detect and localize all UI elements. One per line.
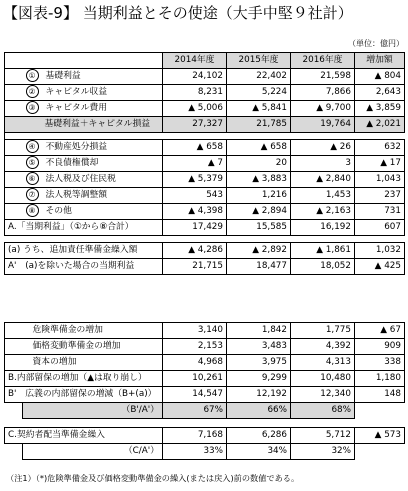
row-label: 資本の増加 xyxy=(23,355,163,371)
row-label: 不動産処分損益 xyxy=(45,142,108,152)
cell-value: ▲ 3,859 xyxy=(355,101,405,117)
row-label: キャピタル費用 xyxy=(45,103,108,113)
row-label: B' 広義の内部留保の増減（B+(a)） xyxy=(5,387,163,403)
cell-value: 27,327 xyxy=(163,117,227,133)
cell-value: 237 xyxy=(355,188,405,204)
total-row-a xyxy=(5,220,405,236)
row-label: キャピタル収益 xyxy=(45,87,108,97)
cell-value: 4,392 xyxy=(291,339,355,355)
row-number: ④ xyxy=(26,140,39,153)
table-row-b xyxy=(5,371,405,387)
cell-value: 2,643 xyxy=(355,85,405,101)
header-row xyxy=(5,53,405,69)
spacer-row xyxy=(5,419,405,428)
cell-value: 12,340 xyxy=(291,387,355,403)
cell-value: 19,764 xyxy=(291,117,355,133)
cell-value: 338 xyxy=(355,355,405,371)
table-row-b-prime xyxy=(5,387,405,403)
cell-value: 1,043 xyxy=(355,172,405,188)
cell-value: 21,785 xyxy=(227,117,291,133)
cell-value: 8,231 xyxy=(163,85,227,101)
row-number: ③ xyxy=(26,101,39,114)
cell-value: ▲ 4,286 xyxy=(163,243,227,259)
table-upper xyxy=(4,52,405,275)
row-label: 基礎利益 xyxy=(45,71,81,81)
cell-value: 2,153 xyxy=(163,339,227,355)
cell-value: 4,968 xyxy=(163,355,227,371)
subtotal-row xyxy=(5,117,405,133)
cell-value: 3,483 xyxy=(227,339,291,355)
row-label: 法人税等調整額 xyxy=(45,190,108,200)
cell-value: 16,192 xyxy=(291,220,355,236)
cell-value: ▲ 7 xyxy=(163,156,227,172)
cell-value: 543 xyxy=(163,188,227,204)
table-lower xyxy=(4,322,405,460)
row-label: A.「当期利益」（①から⑧合計） xyxy=(5,220,163,236)
cell-value: 148 xyxy=(355,387,405,403)
footnote: （注1）（*)危険準備金及び価格変動準備金の繰入(または戻入)前の数値である。 xyxy=(6,473,300,483)
ratio-row xyxy=(5,403,405,419)
cell-value: 22,402 xyxy=(227,69,291,85)
cell-value: 17,429 xyxy=(163,220,227,236)
ratio-label: （B'/A'） xyxy=(23,403,163,419)
row-label: 基礎利益＋キャピタル損益 xyxy=(23,117,163,133)
row-number: ⑤ xyxy=(26,156,39,169)
row-label: C.契約者配当準備金繰入 xyxy=(5,428,163,444)
cell-value: 1,180 xyxy=(355,371,405,387)
cell-value: 1,453 xyxy=(291,188,355,204)
header-increase: 増加額 xyxy=(355,53,405,69)
spacer-row xyxy=(5,133,405,140)
cell-value: ▲ 5,006 xyxy=(163,101,227,117)
cell-value: 32% xyxy=(291,444,355,460)
cell-value: ▲ 1,861 xyxy=(291,243,355,259)
unit-label: （単位：億円） xyxy=(348,39,404,48)
table-row xyxy=(5,323,405,339)
cell-value: ▲ 658 xyxy=(227,140,291,156)
cell-value: ▲ 2,840 xyxy=(291,172,355,188)
row-number: ⑧ xyxy=(26,204,39,217)
cell-value: 1,216 xyxy=(227,188,291,204)
cell-value: ▲ 67 xyxy=(355,323,405,339)
cell-value: 1,032 xyxy=(355,243,405,259)
cell-value: 67% xyxy=(163,403,227,419)
table-row xyxy=(5,204,405,220)
header-2016: 2016年度 xyxy=(291,53,355,69)
cell-value: 7,168 xyxy=(163,428,227,444)
table-row xyxy=(5,355,405,371)
cell-value: ▲ 2,163 xyxy=(291,204,355,220)
cell-value: ▲ 17 xyxy=(355,156,405,172)
cell-value: 3,975 xyxy=(227,355,291,371)
cell-value: 33% xyxy=(163,444,227,460)
cell-value: 1,775 xyxy=(291,323,355,339)
cell-value: ▲ 425 xyxy=(355,259,405,275)
cell-value: ▲ 658 xyxy=(163,140,227,156)
cell-value: 607 xyxy=(355,220,405,236)
row-label: その他 xyxy=(45,206,72,216)
cell-value: 34% xyxy=(227,444,291,460)
cell-value: 15,585 xyxy=(227,220,291,236)
table-row xyxy=(5,172,405,188)
cell-value: 24,102 xyxy=(163,69,227,85)
cell-value: ▲ 5,841 xyxy=(227,101,291,117)
cell-value: 3,140 xyxy=(163,323,227,339)
spacer-row xyxy=(5,236,405,243)
cell-value: 21,598 xyxy=(291,69,355,85)
row-number: ⑥ xyxy=(26,172,39,185)
cell-value: ▲ 26 xyxy=(291,140,355,156)
cell-value: 3 xyxy=(291,156,355,172)
row-label: A' (a)を除いた場合の当期利益 xyxy=(5,259,163,275)
row-label: 危険準備金の増加 xyxy=(23,323,163,339)
table-row xyxy=(5,188,405,204)
cell-value: ▲ 573 xyxy=(355,428,405,444)
cell-value: 66% xyxy=(227,403,291,419)
cell-value: 9,299 xyxy=(227,371,291,387)
table-row-a-prime xyxy=(5,259,405,275)
cell-value: 12,192 xyxy=(227,387,291,403)
cell-value: 10,261 xyxy=(163,371,227,387)
cell-value: 5,712 xyxy=(291,428,355,444)
cell-value: 21,715 xyxy=(163,259,227,275)
cell-value: ▲ 2,892 xyxy=(227,243,291,259)
cell-value: 4,313 xyxy=(291,355,355,371)
ratio-label: （C/A'） xyxy=(23,444,163,460)
cell-value: 18,052 xyxy=(291,259,355,275)
cell-value: 1,842 xyxy=(227,323,291,339)
table-row xyxy=(5,69,405,85)
row-number: ② xyxy=(26,85,39,98)
row-number: ① xyxy=(26,69,39,82)
cell-value: 10,480 xyxy=(291,371,355,387)
row-label: (a) うち、追加責任準備金繰入額 xyxy=(5,243,163,259)
cell-value: 632 xyxy=(355,140,405,156)
row-label: 不良債権償却 xyxy=(45,158,99,168)
cell-value: ▲ 2,021 xyxy=(355,117,405,133)
row-label: 法人税及び住民税 xyxy=(45,174,116,184)
table-row-c xyxy=(5,428,405,444)
cell-value: ▲ 5,379 xyxy=(163,172,227,188)
ratio-row xyxy=(5,444,405,460)
table-row xyxy=(5,140,405,156)
row-number: ⑦ xyxy=(26,188,39,201)
cell-value: ▲ 4,398 xyxy=(163,204,227,220)
cell-value: 68% xyxy=(291,403,355,419)
cell-value: ▲ 3,883 xyxy=(227,172,291,188)
cell-value: 6,286 xyxy=(227,428,291,444)
cell-value: 18,477 xyxy=(227,259,291,275)
cell-value: ▲ 804 xyxy=(355,69,405,85)
header-2015: 2015年度 xyxy=(227,53,291,69)
cell-value: 909 xyxy=(355,339,405,355)
table-row xyxy=(5,101,405,117)
cell-value: ▲ 9,700 xyxy=(291,101,355,117)
table-row xyxy=(5,339,405,355)
cell-value: 5,224 xyxy=(227,85,291,101)
row-label: B.内部留保の増加（▲は取り崩し） xyxy=(5,371,163,387)
cell-value: 20 xyxy=(227,156,291,172)
cell-value: ▲ 2,894 xyxy=(227,204,291,220)
table-row xyxy=(5,85,405,101)
header-2014: 2014年度 xyxy=(163,53,227,69)
cell-value: 731 xyxy=(355,204,405,220)
cell-value: 7,866 xyxy=(291,85,355,101)
cell-value: 14,547 xyxy=(163,387,227,403)
table-row-a-sub xyxy=(5,243,405,259)
page-title: 【図表-9】 当期利益とその使途（大手中堅９社計） xyxy=(3,4,353,22)
table-row xyxy=(5,156,405,172)
row-label: 価格変動準備金の増加 xyxy=(23,339,163,355)
